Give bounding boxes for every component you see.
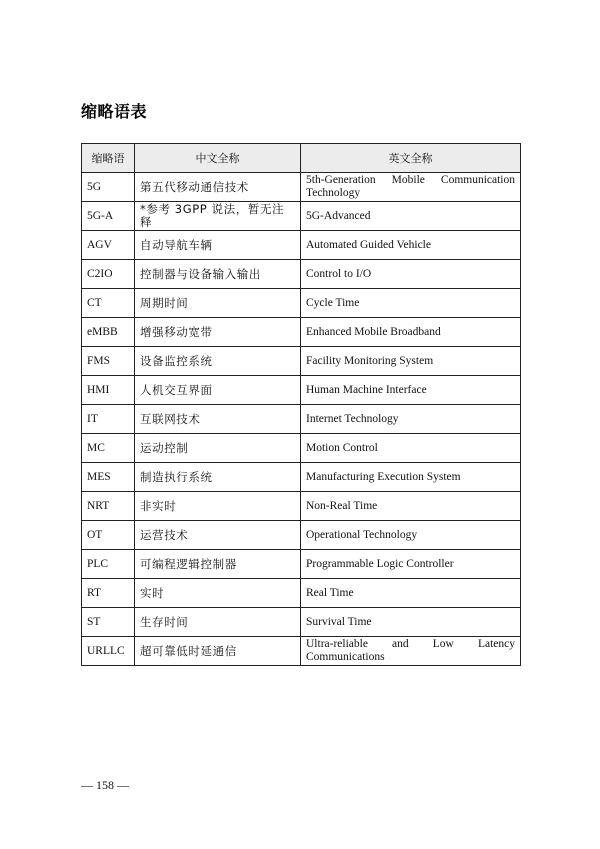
table-row (82, 260, 521, 289)
cell-english-name: Automated Guided Vehicle (301, 231, 521, 260)
table-row (82, 173, 521, 202)
table-body (82, 173, 521, 666)
cell-abbreviation: CT (82, 289, 135, 318)
table-row (82, 434, 521, 463)
cell-chinese-name: 互联网技术 (135, 405, 301, 434)
cell-abbreviation: PLC (82, 550, 135, 579)
cell-abbreviation: AGV (82, 231, 135, 260)
cell-chinese-name: 自动导航车辆 (135, 231, 301, 260)
cell-english-name: Operational Technology (301, 521, 521, 550)
cell-abbreviation: HMI (82, 376, 135, 405)
table-row (82, 492, 521, 521)
cell-chinese-name: 制造执行系统 (135, 463, 301, 492)
header-english-full-name: 英文全称 (301, 144, 521, 173)
cell-english-name: Manufacturing Execution System (301, 463, 521, 492)
cell-english-name: Enhanced Mobile Broadband (301, 318, 521, 347)
cell-chinese-name: 设备监控系统 (135, 347, 301, 376)
header-abbreviation: 缩略语 (82, 144, 135, 173)
cell-chinese-name: *参考 3GPP 说法，暂无注释 (135, 202, 301, 231)
cell-abbreviation: OT (82, 521, 135, 550)
table-row (82, 376, 521, 405)
cell-abbreviation: IT (82, 405, 135, 434)
cell-english-name: Facility Monitoring System (301, 347, 521, 376)
header-chinese-full-name: 中文全称 (135, 144, 301, 173)
table-row (82, 347, 521, 376)
cell-chinese-name: 超可靠低时延通信 (135, 637, 301, 666)
cell-chinese-name: 运营技术 (135, 521, 301, 550)
table-row (82, 289, 521, 318)
cell-english-name: Cycle Time (301, 289, 521, 318)
page-number: — 158 — (81, 778, 129, 792)
cell-english-name: Control to I/O (301, 260, 521, 289)
cell-abbreviation: URLLC (82, 637, 135, 666)
cell-abbreviation: 5G-A (82, 202, 135, 231)
cell-english-name: Motion Control (301, 434, 521, 463)
cell-english-name: Survival Time (301, 608, 521, 637)
cell-chinese-name: 增强移动宽带 (135, 318, 301, 347)
cell-chinese-name: 实时 (135, 579, 301, 608)
table-row (82, 463, 521, 492)
cell-abbreviation: MC (82, 434, 135, 463)
table-row (82, 579, 521, 608)
cell-abbreviation: RT (82, 579, 135, 608)
cell-abbreviation: C2IO (82, 260, 135, 289)
table-row (82, 521, 521, 550)
table-row (82, 405, 521, 434)
page-title: 缩略语表 (81, 102, 148, 121)
cell-english-name: Human Machine Interface (301, 376, 521, 405)
cell-abbreviation: ST (82, 608, 135, 637)
cell-english-name: Real Time (301, 579, 521, 608)
cell-abbreviation: eMBB (82, 318, 135, 347)
abbreviation-table (81, 143, 521, 666)
cell-abbreviation: MES (82, 463, 135, 492)
table-row (82, 550, 521, 579)
table-header-row (82, 144, 521, 173)
cell-abbreviation: NRT (82, 492, 135, 521)
table-row (82, 202, 521, 231)
cell-abbreviation: 5G (82, 173, 135, 202)
table-row (82, 231, 521, 260)
table-row (82, 608, 521, 637)
cell-chinese-name: 第五代移动通信技术 (135, 173, 301, 202)
table-row (82, 637, 521, 666)
cell-abbreviation: FMS (82, 347, 135, 376)
cell-chinese-name: 周期时间 (135, 289, 301, 318)
cell-english-name: Internet Technology (301, 405, 521, 434)
cell-chinese-name: 可编程逻辑控制器 (135, 550, 301, 579)
cell-chinese-name: 非实时 (135, 492, 301, 521)
cell-chinese-name: 生存时间 (135, 608, 301, 637)
cell-english-name: Ultra-reliable and Low Latency Communications (301, 637, 521, 666)
cell-english-name: 5th-Generation Mobile Communication Technology (301, 173, 521, 202)
table-row (82, 318, 521, 347)
cell-chinese-name: 运动控制 (135, 434, 301, 463)
cell-english-name: Programmable Logic Controller (301, 550, 521, 579)
cell-english-name: Non-Real Time (301, 492, 521, 521)
cell-english-name: 5G-Advanced (301, 202, 521, 231)
cell-chinese-name: 控制器与设备输入输出 (135, 260, 301, 289)
cell-chinese-name: 人机交互界面 (135, 376, 301, 405)
